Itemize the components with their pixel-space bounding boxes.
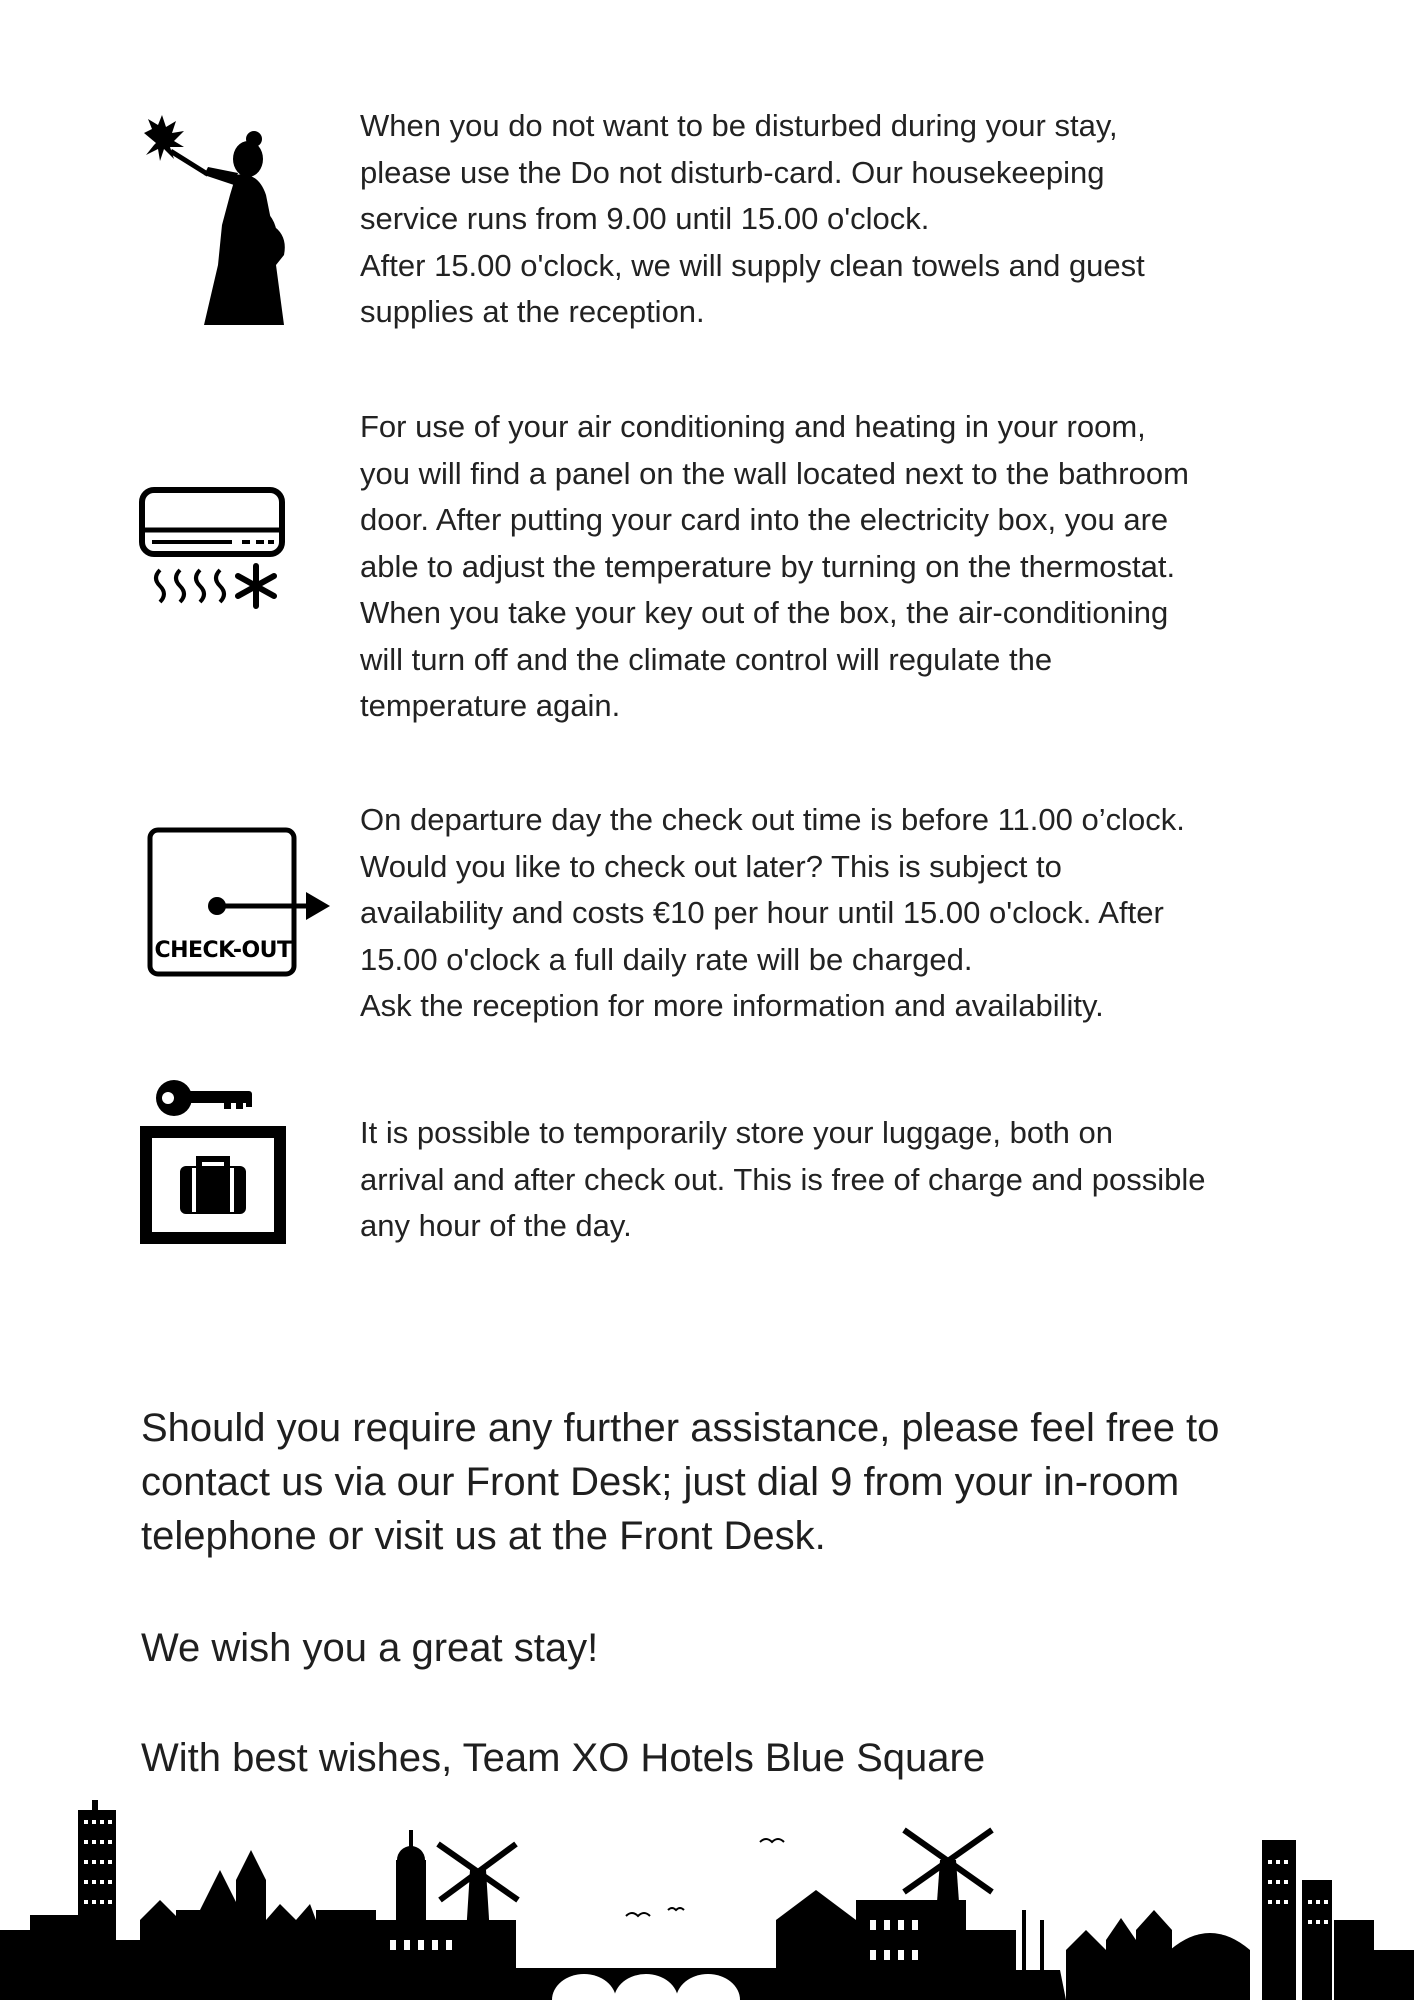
- text-line: please use the Do not disturb-card. Our housekeeping: [360, 154, 1105, 190]
- text-line: It is possible to temporarily store your luggage, both on: [360, 1115, 1114, 1150]
- text-line: Should you require any further assistance, please feel free to: [141, 1406, 1220, 1450]
- text-line: For use of your air conditioning and heating in your room,: [360, 409, 1146, 444]
- luggage-storage-icon: [138, 1076, 298, 1251]
- text-line: telephone or visit us at the Front Desk.: [141, 1514, 826, 1558]
- text-line: any hour of the day.: [360, 1208, 632, 1243]
- text-line: Would you like to check out later? This is subject to: [360, 848, 1062, 884]
- air-conditioner-icon: [138, 484, 288, 619]
- text-line: able to adjust the temperature by turning on the thermostat.: [360, 548, 1176, 584]
- text-line: After 15.00 o'clock, we will supply clean towels and guest: [360, 247, 1145, 283]
- check-out-icon: [138, 826, 338, 983]
- text-line: contact us via our Front Desk; just dial 9 from your in-room: [141, 1460, 1180, 1504]
- text-line: temperature again.: [360, 688, 621, 723]
- text-line: 15.00 o'clock a full daily rate will be charged.: [360, 941, 973, 977]
- text-line: availability and costs €10 per hour until 15.00 o'clock. After: [360, 895, 1164, 930]
- text-line: When you do not want to be disturbed during your stay,: [360, 108, 1118, 143]
- check-out-label: CHECK-OUT: [154, 938, 292, 963]
- text-line: supplies at the reception.: [360, 294, 705, 329]
- check-out-text: [360, 797, 1290, 1030]
- text-line: service runs from 9.00 until 15.00 o'clock.: [360, 201, 930, 236]
- text-line: arrival and after check out. This is free of charge and possible: [360, 1161, 1206, 1197]
- text-line: you will find a panel on the wall located next to the bathroom: [360, 455, 1189, 491]
- assistance-text: [141, 1401, 1301, 1563]
- housekeeping-maid-icon: [138, 115, 308, 330]
- air-conditioning-text: [360, 404, 1290, 730]
- signature-text: With best wishes, Team XO Hotels Blue Square: [141, 1736, 986, 1780]
- text-line: When you take your key out of the box, the air-conditioning: [360, 595, 1169, 630]
- amsterdam-skyline-icon: [0, 1800, 1414, 2000]
- text-line: will turn off and the climate control will regulate the: [360, 641, 1053, 677]
- text-line: On departure day the check out time is before 11.00 o’clock.: [360, 802, 1185, 837]
- wish-text: We wish you a great stay!: [141, 1626, 599, 1670]
- housekeeping-text: [360, 103, 1290, 336]
- text-line: door. After putting your card into the electricity box, you are: [360, 502, 1169, 537]
- text-line: Ask the reception for more information and availability.: [360, 988, 1104, 1023]
- luggage-text: [360, 1110, 1290, 1250]
